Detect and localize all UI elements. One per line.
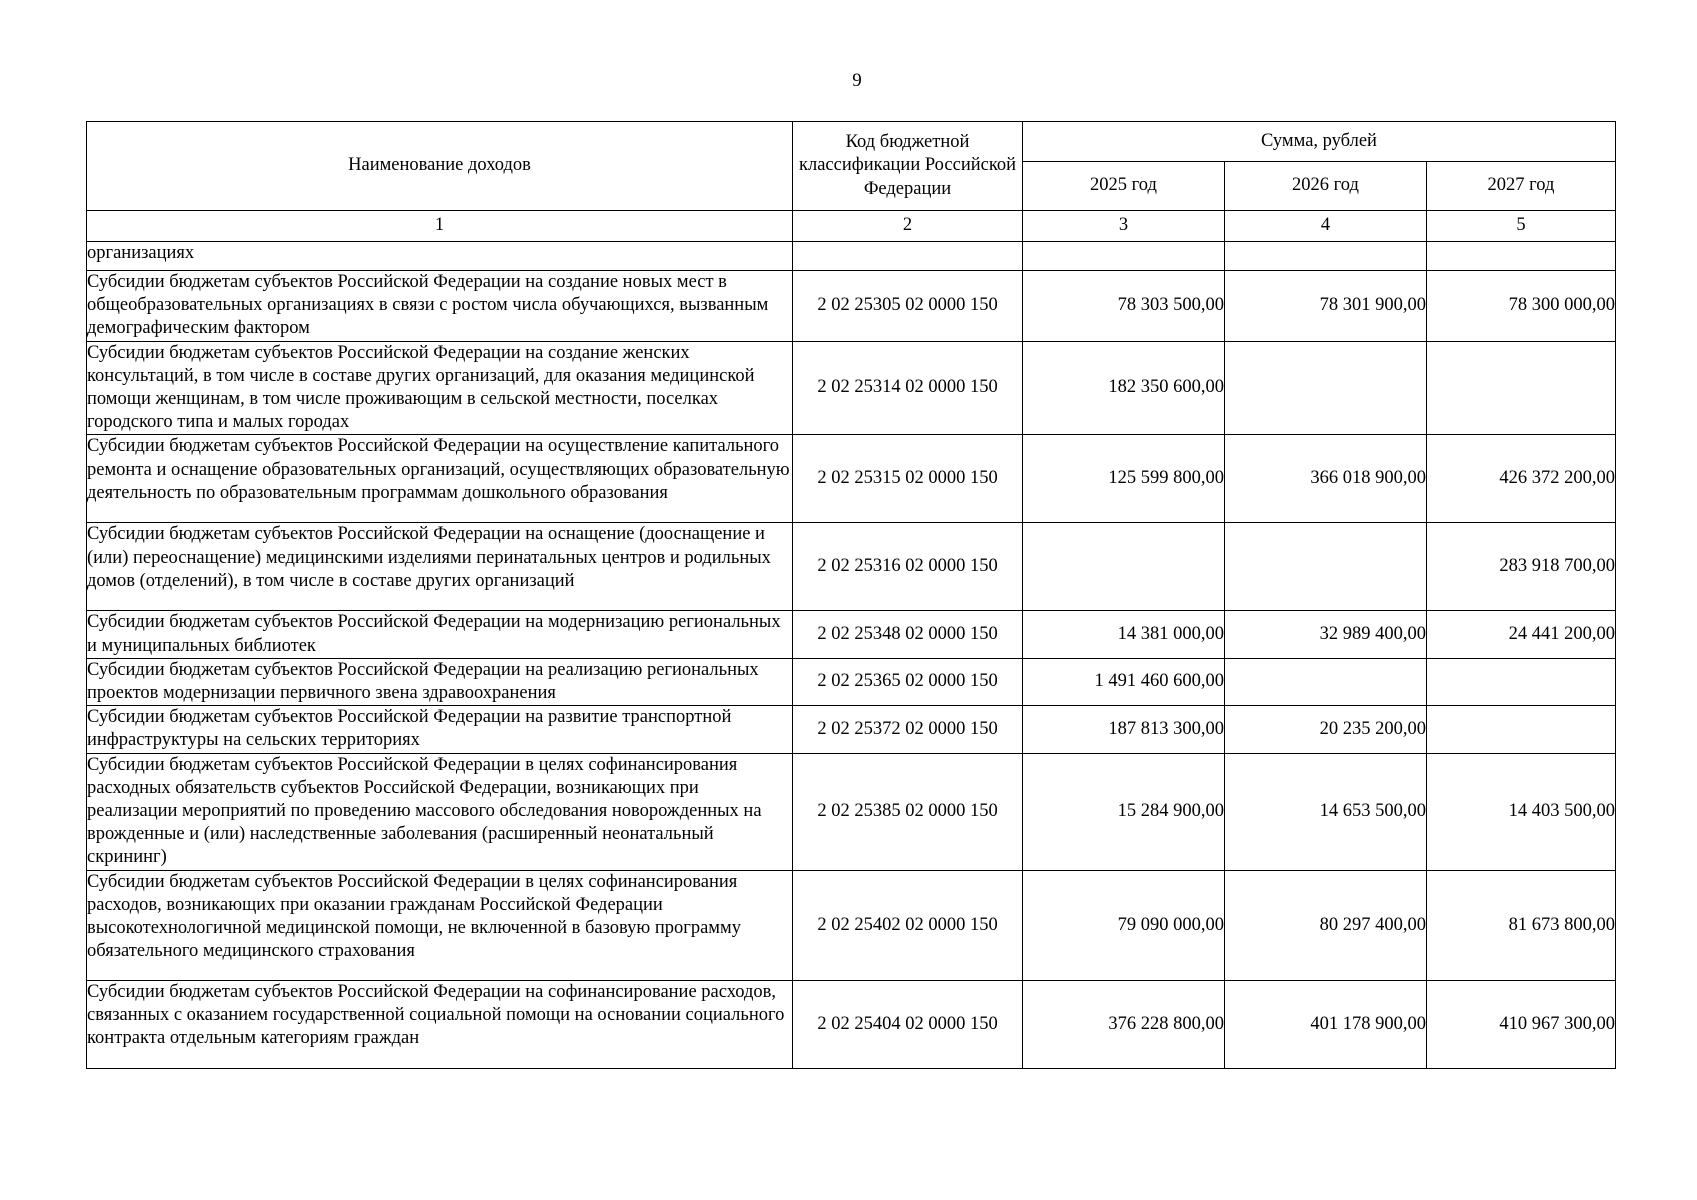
amount-2026-cell: 401 178 900,00 xyxy=(1225,980,1427,1068)
amount-2026-cell xyxy=(1225,523,1427,611)
amount-2026-cell: 32 989 400,00 xyxy=(1225,611,1427,658)
amount-2025-cell: 79 090 000,00 xyxy=(1023,870,1225,980)
table-row xyxy=(87,658,1616,705)
table-row xyxy=(87,753,1616,870)
revenue-name-cell: Субсидии бюджетам субъектов Российской Федерации на реализацию региональных проектов модернизации первичного звена здравоохранения xyxy=(87,658,793,705)
header-year-2026: 2026 год xyxy=(1225,162,1427,211)
column-number: 5 xyxy=(1427,211,1616,242)
amount-2027-cell xyxy=(1427,242,1616,271)
amount-2025-cell: 182 350 600,00 xyxy=(1023,341,1225,435)
amount-2027-cell: 283 918 700,00 xyxy=(1427,523,1616,611)
table-row xyxy=(87,706,1616,753)
budget-code-cell: 2 02 25348 02 0000 150 xyxy=(793,611,1023,658)
column-number: 1 xyxy=(87,211,793,242)
amount-2026-cell xyxy=(1225,242,1427,271)
revenue-name-cell: Субсидии бюджетам субъектов Российской Федерации на создание женских консультаций, в том числе в составе других организаций, для оказания медицинской помощи женщинам, в том числе проживающим в сельской местности, поселках городского типа и малых городах xyxy=(87,341,793,435)
amount-2026-cell: 20 235 200,00 xyxy=(1225,706,1427,753)
amount-2027-cell: 81 673 800,00 xyxy=(1427,870,1616,980)
budget-code-cell: 2 02 25316 02 0000 150 xyxy=(793,523,1023,611)
amount-2025-cell: 14 381 000,00 xyxy=(1023,611,1225,658)
budget-code-cell: 2 02 25402 02 0000 150 xyxy=(793,870,1023,980)
budget-code-cell xyxy=(793,242,1023,271)
revenue-name-cell: Субсидии бюджетам субъектов Российской Федерации на осуществление капитального ремонта и оснащение образовательных организаций, осуществляющих образовательную деятельность по образовательным программам дошкольного образования xyxy=(87,435,793,523)
amount-2027-cell: 426 372 200,00 xyxy=(1427,435,1616,523)
revenue-name-cell: Субсидии бюджетам субъектов Российской Федерации в целях софинансирования расходных обязательств субъектов Российской Федерации, возникающих при реализации мероприятий по проведению массового обследования новорожденных на врожденные и (или) наследственные заболевания (расширенный неонатальный скрининг) xyxy=(87,753,793,870)
revenue-name-cell: организациях xyxy=(87,242,793,271)
budget-code-cell: 2 02 25385 02 0000 150 xyxy=(793,753,1023,870)
amount-2026-cell: 80 297 400,00 xyxy=(1225,870,1427,980)
header-sum: Сумма, рублей xyxy=(1023,122,1616,162)
header-year-2025: 2025 год xyxy=(1023,162,1225,211)
table-row xyxy=(87,523,1616,611)
amount-2026-cell xyxy=(1225,341,1427,435)
table-row xyxy=(87,341,1616,435)
column-number: 3 xyxy=(1023,211,1225,242)
revenue-name-cell: Субсидии бюджетам субъектов Российской Федерации на развитие транспортной инфраструктуры на сельских территориях xyxy=(87,706,793,753)
amount-2026-cell: 14 653 500,00 xyxy=(1225,753,1427,870)
table-row xyxy=(87,242,1616,271)
budget-code-cell: 2 02 25365 02 0000 150 xyxy=(793,658,1023,705)
amount-2027-cell: 78 300 000,00 xyxy=(1427,271,1616,342)
header-name: Наименование доходов xyxy=(87,122,793,211)
amount-2025-cell: 15 284 900,00 xyxy=(1023,753,1225,870)
column-numbers-row xyxy=(87,211,1616,242)
table-row xyxy=(87,435,1616,523)
amount-2025-cell: 78 303 500,00 xyxy=(1023,271,1225,342)
amount-2026-cell: 366 018 900,00 xyxy=(1225,435,1427,523)
revenue-name-cell: Субсидии бюджетам субъектов Российской Федерации на создание новых мест в общеобразовательных организациях в связи с ростом числа обучающихся, вызванным демографическим фактором xyxy=(87,271,793,342)
table-row xyxy=(87,611,1616,658)
column-number: 2 xyxy=(793,211,1023,242)
revenue-name-cell: Субсидии бюджетам субъектов Российской Федерации на оснащение (дооснащение и (или) переоснащение) медицинскими изделиями перинатальных центров и родильных домов (отделений), в том числе в составе других организаций xyxy=(87,523,793,611)
amount-2026-cell xyxy=(1225,658,1427,705)
amount-2027-cell xyxy=(1427,658,1616,705)
budget-code-cell: 2 02 25305 02 0000 150 xyxy=(793,271,1023,342)
budget-code-cell: 2 02 25314 02 0000 150 xyxy=(793,341,1023,435)
amount-2026-cell: 78 301 900,00 xyxy=(1225,271,1427,342)
amount-2027-cell xyxy=(1427,706,1616,753)
amount-2027-cell: 24 441 200,00 xyxy=(1427,611,1616,658)
amount-2025-cell xyxy=(1023,242,1225,271)
revenue-name-cell: Субсидии бюджетам субъектов Российской Федерации в целях софинансирования расходов, возникающих при оказании гражданам Российской Федерации высокотехнологичной медицинской помощи, не включенной в базовую программу обязательного медицинского страхования xyxy=(87,870,793,980)
page-number: 9 xyxy=(852,70,862,91)
amount-2025-cell: 1 491 460 600,00 xyxy=(1023,658,1225,705)
budget-code-cell: 2 02 25372 02 0000 150 xyxy=(793,706,1023,753)
revenue-name-cell: Субсидии бюджетам субъектов Российской Федерации на софинансирование расходов, связанных с оказанием государственной социальной помощи на основании социального контракта отдельным категориям граждан xyxy=(87,980,793,1068)
table-row xyxy=(87,980,1616,1068)
amount-2027-cell xyxy=(1427,341,1616,435)
table-body xyxy=(87,211,1616,1069)
column-number: 4 xyxy=(1225,211,1427,242)
amount-2025-cell: 125 599 800,00 xyxy=(1023,435,1225,523)
revenue-name-cell: Субсидии бюджетам субъектов Российской Федерации на модернизацию региональных и муниципальных библиотек xyxy=(87,611,793,658)
amount-2025-cell: 376 228 800,00 xyxy=(1023,980,1225,1068)
revenue-table xyxy=(86,121,1616,1069)
amount-2027-cell: 14 403 500,00 xyxy=(1427,753,1616,870)
header-code: Код бюджетной классификации Российской Федерации xyxy=(793,122,1023,211)
amount-2025-cell: 187 813 300,00 xyxy=(1023,706,1225,753)
table-row xyxy=(87,870,1616,980)
amount-2027-cell: 410 967 300,00 xyxy=(1427,980,1616,1068)
amount-2025-cell xyxy=(1023,523,1225,611)
budget-code-cell: 2 02 25404 02 0000 150 xyxy=(793,980,1023,1068)
header-year-2027: 2027 год xyxy=(1427,162,1616,211)
table-row xyxy=(87,271,1616,342)
budget-code-cell: 2 02 25315 02 0000 150 xyxy=(793,435,1023,523)
